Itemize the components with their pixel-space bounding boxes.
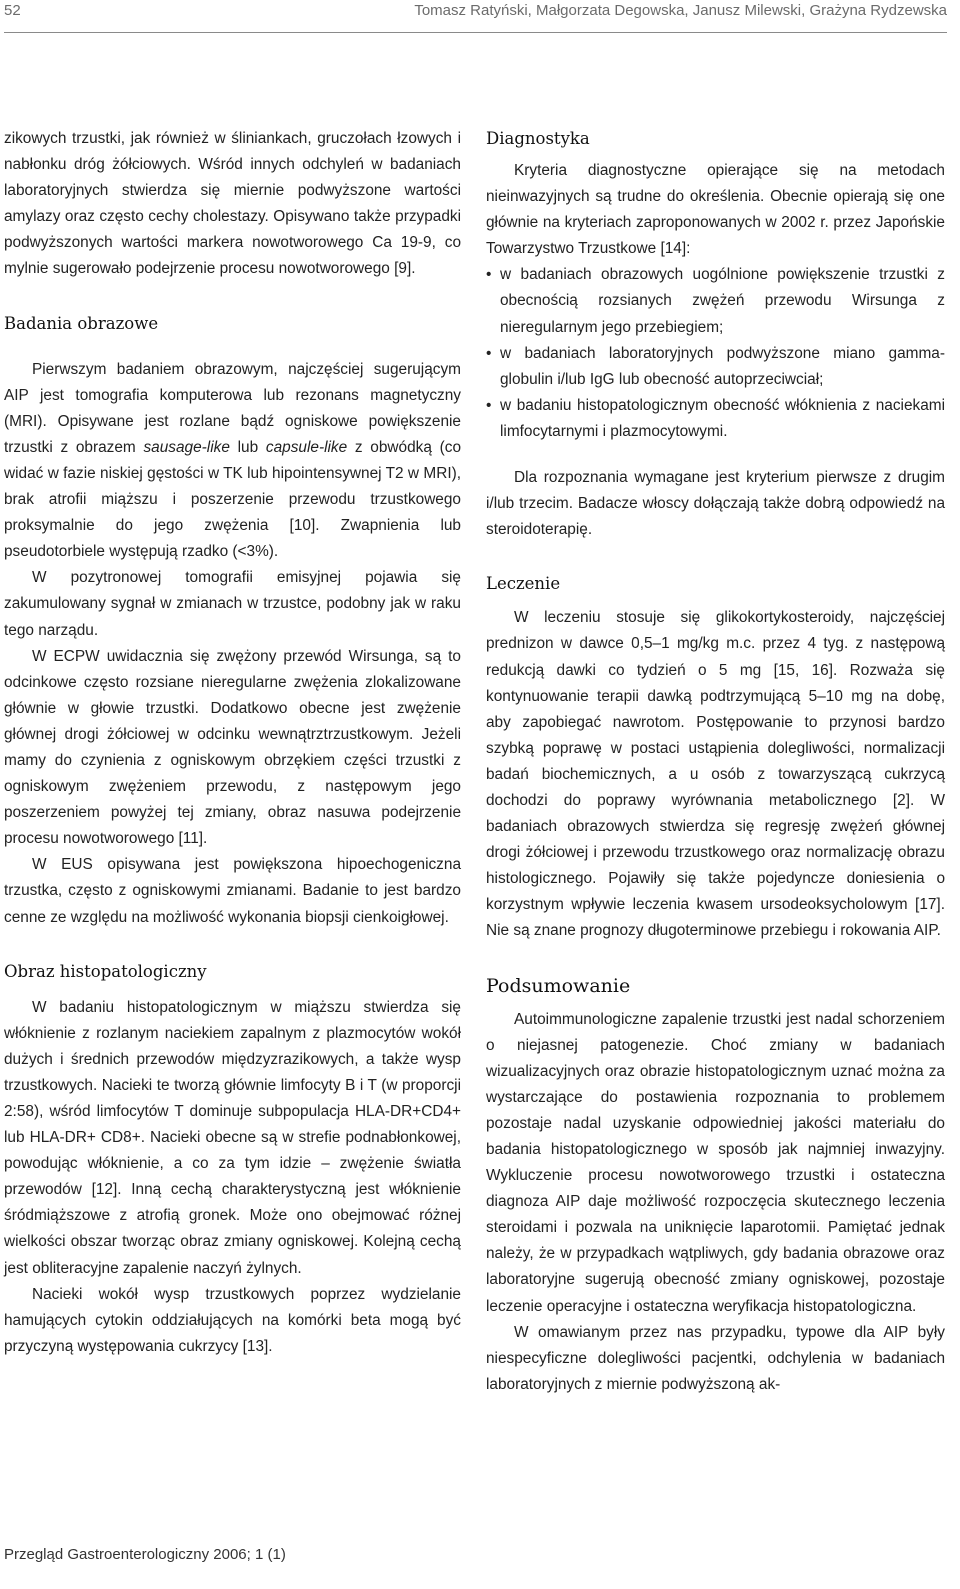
intro-paragraph: zikowych trzustki, jak również w śliniankach, gruczołach łzowych i nabłonku dróg żółciowych. Wśród innych odchyleń w badaniach laboratoryjnych stwierdza się miernie podwyższone wartości amylazy oraz często cechy cholestazy. Opisywano także przypadki podwyższonych wartości markera nowotworowego Ca 19-9, co mylnie sugerowało podejrzenie procesu nowotworowego [9]. (4, 130, 461, 278)
list-item: • w badaniach obrazowych uogólnione powiększenie trzustki z obecnością rozsianych zwężeń przewodu Wirsunga z nieregularnym jego przebiegiem; (486, 262, 945, 340)
diagnostics-paragraph-2: Dla rozpoznania wymagane jest kryterium pierwsze z drugim i/lub trzecim. Badacze włoscy dołączają także dobrą odpowiedź na steroidoterapię. (486, 469, 945, 539)
list-item: • w badaniu histopatologicznym obecność włóknienia z naciekami limfocytarnymi i plazmocytowymi. (486, 393, 945, 445)
list-item: • w badaniach laboratoryjnych podwyższone miano gamma-globulin i/lub IgG lub obecność autoprzeciwciał; (486, 341, 945, 393)
imaging-paragraph-4: W EUS opisywana jest powiększona hipoechogeniczna trzustka, często z ogniskowymi zmianami. Badanie to jest bardzo cenne ze względu na możliwość wykonania biopsji cienkoigłowej. (4, 856, 461, 926)
imaging-heading: Badania obrazowe (4, 313, 159, 333)
capsule-like-term: capsule-like (265, 438, 348, 456)
left-column (4, 126, 461, 1360)
diagnostics-paragraph-1: Kryteria diagnostyczne opierające się na metodach nieinwazyjnych są trudne do określenia. Obecnie opierają się one głównie na kryteriach zaproponowanych w 2002 r. przez Japońskie Towarzystwo Trzustkowe [14]: (486, 162, 945, 258)
treatment-paragraph: W leczeniu stosuje się glikokortykosteroidy, najczęściej prednizon w dawce 0,5–1 mg/kg m.c. przez 4 tyg. z następową redukcją dawki co tydzień o 5 mg [15, 16]. Rozważa się kontynuowanie terapii dawką podtrzymującą 5–10 mg na dobę, aby zapobiegać nawrotom. Postępowanie to przynosi bardzo szybką poprawę w postaci ustąpienia dolegliwości, normalizacji badań biochemicznych, a u osób z towarzyszącą cukrzycą dochodzi do poprawy wyrównania metabolicznego [2]. W badaniach obrazowych stwierdza się regresję zwężeń głównej drogi żółciowej i przewodu trzustkowego oraz normalizację obrazu histologicznego. Pojawiły się także pojedyncze doniesienia o korzystnym wpływie leczenia kwasem ursodeoksycholowym [17]. Nie są znane prognozy długoterminowe przebiegu i rokowania AIP. (486, 609, 945, 940)
running-head (4, 2, 947, 28)
diagnostic-criteria-list (486, 262, 945, 445)
histopathology-paragraph-1: W badaniu histopatologicznym w miąższu stwierdza się włóknienie z rozlanym naciekiem zapalnym z plazmocytów wokół dużych i średnich przewodów międzyzrazikowych, a także wysp trzustkowych. Nacieki te tworzą głównie limfocyty B i T (w proporcji 2:58), wśród limfocytów T dominuje subpopulacja HLA-DR+CD4+ lub HLA-DR+ CD8+. Nacieki obecne są w strefie podnabłonkowej, powodując włóknienie, a co za tym idzie – zwężenie światła przewodów [12]. Inną cechą charakterystyczną jest włóknienie śródmiąższowe z atrofią gronek. Może ono obejmować różnej wielkości obszar tworząc obraz zmiany ogniskowej. Kolejną cechą jest obliteracyjne zapalenie naczyń żylnych. (4, 998, 461, 1277)
header-divider (4, 32, 947, 33)
imaging-paragraph-2: W pozytronowej tomografii emisyjnej pojawia się zakumulowany sygnał w zmianach w trzustce, podobny jak w raku tego narządu. (4, 569, 461, 639)
treatment-heading: Leczenie (486, 574, 561, 594)
page-number: 52 (4, 2, 21, 19)
diagnostics-heading: Diagnostyka (486, 129, 590, 148)
summary-heading: Podsumowanie (486, 974, 631, 997)
imaging-paragraph-1: Pierwszym badaniem obrazowym, najczęściej sugerującym AIP jest tomografia komputerowa lub rezonans magnetyczny (MRI). Opisywane jest rozlane bądź ogniskowe powiększenie trzustki z obrazem sausage-like lub capsule-like z obwódką (co widać w fazie niskiej gęstości w TK lub hipointensywnej T2 w MRI), brak atrofii miąższu i poszerzenie przewodu trzustkowego proksymalnie do jego zwężenia [10]. Zwapnienia lub pseudotorbiele występują rzadko (<3%). (4, 360, 462, 561)
running-head-authors: Tomasz Ratyński, Małgorzata Degowska, Janusz Milewski, Grażyna Rydzewska (414, 2, 947, 19)
histopathology-heading: Obraz histopatologiczny (4, 961, 207, 981)
right-column (486, 126, 945, 1398)
sausage-like-term: sausage-like (143, 438, 230, 456)
imaging-paragraph-3: W ECPW uwidacznia się zwężony przewód Wirsunga, są to odcinkowe często rozsiane nieregularne zwężenia zlokalizowane głównie w głowie trzustki. Dodatkowo obecne jest zwężenie głównej drogi żółciowej w odcinku wewnątrztrzustkowym. Jeżeli mamy do czynienia z ogniskowym obrzękiem części trzustki z ogniskowym zwężeniem przewodu, z następowym jego poszerzeniem powyżej tej zmiany, obraz nasuwa podejrzenie procesu nowotworowego [11]. (4, 647, 461, 848)
summary-paragraph-2: W omawianym przez nas przypadku, typowe dla AIP były niespecyficzne dolegliwości pacjentki, odchylenia w badaniach laboratoryjnych z miernie podwyższoną ak- (486, 1323, 945, 1393)
histopathology-paragraph-2: Nacieki wokół wysp trzustkowych poprzez wydzielanie hamujących cytokin oddziałujących na komórki beta mogą być przyczyną występowania cukrzycy [13]. (4, 1285, 461, 1355)
journal-footer: Przegląd Gastroenterologiczny 2006; 1 (1) (4, 1546, 286, 1563)
summary-paragraph-1: Autoimmunologiczne zapalenie trzustki jest nadal schorzeniem o niejasnej patogenezie. Choć zmiany w badaniach wizualizacyjnych oraz obrazie histopatologicznym uznać można za wystarczające do postawienia rozpoznania to problemem pozostaje nadal uzyskanie odpowiedniej jakości materiału do badania histopatologicznego w sposób jak najmniej inwazyjny. Wykluczenie procesu nowotworowego trzustki i ostateczna diagnoza AIP daje możliwość rozpoczęcia skutecznego leczenia steroidami i pozwala na uniknięcie laparotomii. Pamiętać jednak należy, że w przypadkach wątpliwych, gdy badania obrazowe oraz laboratoryjne sugerują obecność zmiany ogniskowej, pozostaje leczenie operacyjne i ostateczna weryfikacja histopatologiczna. (486, 1010, 945, 1315)
